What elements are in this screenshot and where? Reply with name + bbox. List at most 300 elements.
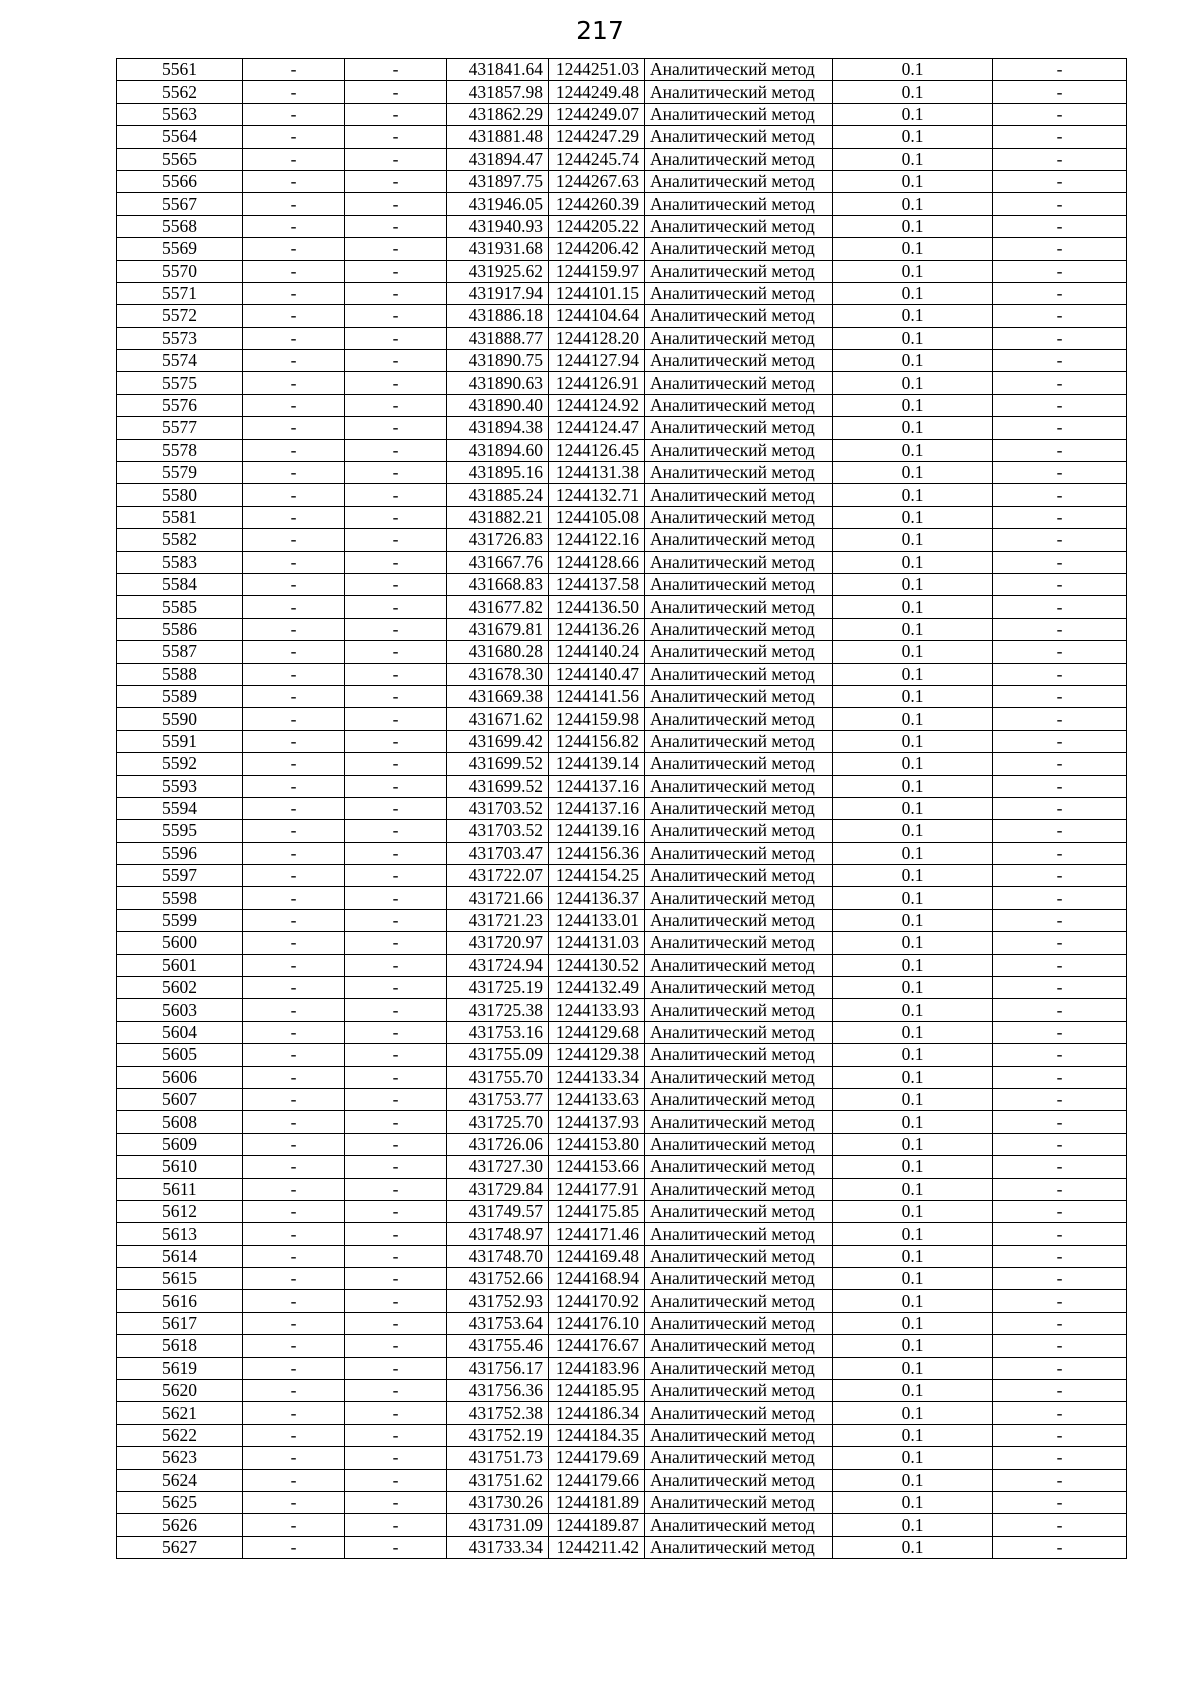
point-number-cell: 5587 (117, 641, 243, 663)
dash-cell-2: - (345, 1357, 447, 1379)
dash-cell-1: - (243, 484, 345, 506)
method-cell: Аналитический метод (645, 954, 833, 976)
dash-cell-2: - (345, 484, 447, 506)
x-coordinate-cell: 431725.19 (447, 977, 549, 999)
x-coordinate-cell: 431721.66 (447, 887, 549, 909)
table-row (117, 932, 1127, 954)
table-row (117, 1290, 1127, 1312)
accuracy-cell: 0.1 (833, 529, 993, 551)
table-row (117, 685, 1127, 707)
x-coordinate-cell: 431755.09 (447, 1044, 549, 1066)
accuracy-cell: 0.1 (833, 1290, 993, 1312)
dash-cell-1: - (243, 1424, 345, 1446)
point-number-cell: 5591 (117, 730, 243, 752)
table-row (117, 1335, 1127, 1357)
table-row (117, 708, 1127, 730)
point-number-cell: 5572 (117, 305, 243, 327)
x-coordinate-cell: 431668.83 (447, 573, 549, 595)
y-coordinate-cell: 1244124.47 (549, 417, 645, 439)
table-row (117, 148, 1127, 170)
accuracy-cell: 0.1 (833, 1424, 993, 1446)
accuracy-cell: 0.1 (833, 909, 993, 931)
accuracy-cell: 0.1 (833, 1312, 993, 1334)
accuracy-cell: 0.1 (833, 1044, 993, 1066)
table-row (117, 327, 1127, 349)
last-dash-cell: - (993, 170, 1127, 192)
dash-cell-2: - (345, 708, 447, 730)
accuracy-cell: 0.1 (833, 1133, 993, 1155)
dash-cell-1: - (243, 1044, 345, 1066)
method-cell: Аналитический метод (645, 506, 833, 528)
x-coordinate-cell: 431897.75 (447, 170, 549, 192)
dash-cell-2: - (345, 126, 447, 148)
y-coordinate-cell: 1244136.26 (549, 618, 645, 640)
accuracy-cell: 0.1 (833, 282, 993, 304)
method-cell: Аналитический метод (645, 170, 833, 192)
x-coordinate-cell: 431703.47 (447, 842, 549, 864)
dash-cell-2: - (345, 865, 447, 887)
last-dash-cell: - (993, 1290, 1127, 1312)
table-row (117, 1245, 1127, 1267)
y-coordinate-cell: 1244104.64 (549, 305, 645, 327)
method-cell: Аналитический метод (645, 909, 833, 931)
method-cell: Аналитический метод (645, 730, 833, 752)
dash-cell-2: - (345, 775, 447, 797)
x-coordinate-cell: 431946.05 (447, 193, 549, 215)
last-dash-cell: - (993, 327, 1127, 349)
x-coordinate-cell: 431699.42 (447, 730, 549, 752)
y-coordinate-cell: 1244129.38 (549, 1044, 645, 1066)
method-cell: Аналитический метод (645, 126, 833, 148)
dash-cell-1: - (243, 1088, 345, 1110)
accuracy-cell: 0.1 (833, 417, 993, 439)
accuracy-cell: 0.1 (833, 1200, 993, 1222)
method-cell: Аналитический метод (645, 148, 833, 170)
x-coordinate-cell: 431885.24 (447, 484, 549, 506)
x-coordinate-cell: 431857.98 (447, 81, 549, 103)
dash-cell-2: - (345, 1088, 447, 1110)
accuracy-cell: 0.1 (833, 394, 993, 416)
table-row (117, 596, 1127, 618)
method-cell: Аналитический метод (645, 417, 833, 439)
last-dash-cell: - (993, 126, 1127, 148)
x-coordinate-cell: 431752.93 (447, 1290, 549, 1312)
table-row (117, 753, 1127, 775)
x-coordinate-cell: 431862.29 (447, 103, 549, 125)
point-number-cell: 5576 (117, 394, 243, 416)
accuracy-cell: 0.1 (833, 999, 993, 1021)
table-row (117, 1223, 1127, 1245)
dash-cell-1: - (243, 529, 345, 551)
last-dash-cell: - (993, 1111, 1127, 1133)
last-dash-cell: - (993, 1044, 1127, 1066)
last-dash-cell: - (993, 977, 1127, 999)
dash-cell-1: - (243, 685, 345, 707)
table-row (117, 1178, 1127, 1200)
y-coordinate-cell: 1244245.74 (549, 148, 645, 170)
point-number-cell: 5609 (117, 1133, 243, 1155)
coordinates-table (116, 58, 1127, 1559)
last-dash-cell: - (993, 1357, 1127, 1379)
y-coordinate-cell: 1244132.71 (549, 484, 645, 506)
last-dash-cell: - (993, 260, 1127, 282)
dash-cell-1: - (243, 327, 345, 349)
x-coordinate-cell: 431671.62 (447, 708, 549, 730)
table-row (117, 1357, 1127, 1379)
point-number-cell: 5603 (117, 999, 243, 1021)
method-cell: Аналитический метод (645, 1178, 833, 1200)
x-coordinate-cell: 431699.52 (447, 775, 549, 797)
last-dash-cell: - (993, 1424, 1127, 1446)
x-coordinate-cell: 431753.77 (447, 1088, 549, 1110)
dash-cell-1: - (243, 1469, 345, 1491)
last-dash-cell: - (993, 551, 1127, 573)
x-coordinate-cell: 431729.84 (447, 1178, 549, 1200)
y-coordinate-cell: 1244170.92 (549, 1290, 645, 1312)
point-number-cell: 5573 (117, 327, 243, 349)
table-row (117, 573, 1127, 595)
last-dash-cell: - (993, 148, 1127, 170)
dash-cell-2: - (345, 1044, 447, 1066)
dash-cell-1: - (243, 1290, 345, 1312)
accuracy-cell: 0.1 (833, 1536, 993, 1558)
point-number-cell: 5589 (117, 685, 243, 707)
dash-cell-2: - (345, 372, 447, 394)
point-number-cell: 5583 (117, 551, 243, 573)
dash-cell-2: - (345, 753, 447, 775)
point-number-cell: 5607 (117, 1088, 243, 1110)
accuracy-cell: 0.1 (833, 1469, 993, 1491)
table-row (117, 1133, 1127, 1155)
method-cell: Аналитический метод (645, 1156, 833, 1178)
point-number-cell: 5588 (117, 663, 243, 685)
dash-cell-2: - (345, 820, 447, 842)
y-coordinate-cell: 1244126.91 (549, 372, 645, 394)
point-number-cell: 5571 (117, 282, 243, 304)
accuracy-cell: 0.1 (833, 59, 993, 81)
x-coordinate-cell: 431894.38 (447, 417, 549, 439)
dash-cell-1: - (243, 618, 345, 640)
table-row (117, 887, 1127, 909)
method-cell: Аналитический метод (645, 350, 833, 372)
last-dash-cell: - (993, 529, 1127, 551)
point-number-cell: 5621 (117, 1402, 243, 1424)
y-coordinate-cell: 1244153.80 (549, 1133, 645, 1155)
method-cell: Аналитический метод (645, 775, 833, 797)
accuracy-cell: 0.1 (833, 350, 993, 372)
accuracy-cell: 0.1 (833, 865, 993, 887)
y-coordinate-cell: 1244156.82 (549, 730, 645, 752)
x-coordinate-cell: 431724.94 (447, 954, 549, 976)
last-dash-cell: - (993, 1312, 1127, 1334)
accuracy-cell: 0.1 (833, 260, 993, 282)
dash-cell-2: - (345, 506, 447, 528)
last-dash-cell: - (993, 1223, 1127, 1245)
last-dash-cell: - (993, 775, 1127, 797)
x-coordinate-cell: 431756.17 (447, 1357, 549, 1379)
dash-cell-2: - (345, 170, 447, 192)
point-number-cell: 5618 (117, 1335, 243, 1357)
method-cell: Аналитический метод (645, 1111, 833, 1133)
last-dash-cell: - (993, 59, 1127, 81)
table-body (117, 59, 1127, 1559)
dash-cell-2: - (345, 1200, 447, 1222)
last-dash-cell: - (993, 439, 1127, 461)
x-coordinate-cell: 431925.62 (447, 260, 549, 282)
table-row (117, 842, 1127, 864)
x-coordinate-cell: 431667.76 (447, 551, 549, 573)
last-dash-cell: - (993, 1088, 1127, 1110)
dash-cell-1: - (243, 1111, 345, 1133)
y-coordinate-cell: 1244137.58 (549, 573, 645, 595)
accuracy-cell: 0.1 (833, 1514, 993, 1536)
dash-cell-2: - (345, 462, 447, 484)
table-row (117, 909, 1127, 931)
table-row (117, 797, 1127, 819)
method-cell: Аналитический метод (645, 797, 833, 819)
accuracy-cell: 0.1 (833, 641, 993, 663)
y-coordinate-cell: 1244184.35 (549, 1424, 645, 1446)
dash-cell-2: - (345, 260, 447, 282)
dash-cell-2: - (345, 1290, 447, 1312)
accuracy-cell: 0.1 (833, 1223, 993, 1245)
point-number-cell: 5617 (117, 1312, 243, 1334)
accuracy-cell: 0.1 (833, 506, 993, 528)
dash-cell-1: - (243, 753, 345, 775)
dash-cell-2: - (345, 1111, 447, 1133)
accuracy-cell: 0.1 (833, 327, 993, 349)
method-cell: Аналитический метод (645, 1088, 833, 1110)
point-number-cell: 5602 (117, 977, 243, 999)
last-dash-cell: - (993, 506, 1127, 528)
last-dash-cell: - (993, 820, 1127, 842)
accuracy-cell: 0.1 (833, 954, 993, 976)
dash-cell-1: - (243, 305, 345, 327)
y-coordinate-cell: 1244168.94 (549, 1268, 645, 1290)
dash-cell-2: - (345, 394, 447, 416)
dash-cell-1: - (243, 887, 345, 909)
y-coordinate-cell: 1244136.37 (549, 887, 645, 909)
method-cell: Аналитический метод (645, 1357, 833, 1379)
table-row (117, 1066, 1127, 1088)
table-row (117, 193, 1127, 215)
table-row (117, 305, 1127, 327)
dash-cell-2: - (345, 148, 447, 170)
y-coordinate-cell: 1244140.24 (549, 641, 645, 663)
dash-cell-1: - (243, 1312, 345, 1334)
table-row (117, 126, 1127, 148)
point-number-cell: 5590 (117, 708, 243, 730)
x-coordinate-cell: 431730.26 (447, 1492, 549, 1514)
last-dash-cell: - (993, 1402, 1127, 1424)
x-coordinate-cell: 431890.40 (447, 394, 549, 416)
x-coordinate-cell: 431894.60 (447, 439, 549, 461)
method-cell: Аналитический метод (645, 1200, 833, 1222)
accuracy-cell: 0.1 (833, 730, 993, 752)
y-coordinate-cell: 1244186.34 (549, 1402, 645, 1424)
method-cell: Аналитический метод (645, 1492, 833, 1514)
y-coordinate-cell: 1244159.97 (549, 260, 645, 282)
method-cell: Аналитический метод (645, 327, 833, 349)
last-dash-cell: - (993, 573, 1127, 595)
x-coordinate-cell: 431680.28 (447, 641, 549, 663)
x-coordinate-cell: 431752.38 (447, 1402, 549, 1424)
point-number-cell: 5606 (117, 1066, 243, 1088)
accuracy-cell: 0.1 (833, 1492, 993, 1514)
x-coordinate-cell: 431753.16 (447, 1021, 549, 1043)
last-dash-cell: - (993, 708, 1127, 730)
accuracy-cell: 0.1 (833, 1447, 993, 1469)
y-coordinate-cell: 1244137.93 (549, 1111, 645, 1133)
last-dash-cell: - (993, 81, 1127, 103)
dash-cell-1: - (243, 439, 345, 461)
accuracy-cell: 0.1 (833, 81, 993, 103)
table-row (117, 977, 1127, 999)
method-cell: Аналитический метод (645, 1536, 833, 1558)
point-number-cell: 5600 (117, 932, 243, 954)
dash-cell-1: - (243, 1492, 345, 1514)
table-row (117, 529, 1127, 551)
dash-cell-1: - (243, 730, 345, 752)
table-row (117, 775, 1127, 797)
dash-cell-2: - (345, 1536, 447, 1558)
accuracy-cell: 0.1 (833, 618, 993, 640)
accuracy-cell: 0.1 (833, 372, 993, 394)
point-number-cell: 5626 (117, 1514, 243, 1536)
last-dash-cell: - (993, 1200, 1127, 1222)
table-row (117, 238, 1127, 260)
table-row (117, 372, 1127, 394)
point-number-cell: 5578 (117, 439, 243, 461)
table-row (117, 170, 1127, 192)
dash-cell-2: - (345, 551, 447, 573)
method-cell: Аналитический метод (645, 999, 833, 1021)
method-cell: Аналитический метод (645, 1380, 833, 1402)
dash-cell-2: - (345, 417, 447, 439)
table-row (117, 103, 1127, 125)
x-coordinate-cell: 431748.70 (447, 1245, 549, 1267)
y-coordinate-cell: 1244206.42 (549, 238, 645, 260)
y-coordinate-cell: 1244127.94 (549, 350, 645, 372)
dash-cell-2: - (345, 730, 447, 752)
y-coordinate-cell: 1244128.20 (549, 327, 645, 349)
point-number-cell: 5565 (117, 148, 243, 170)
y-coordinate-cell: 1244181.89 (549, 1492, 645, 1514)
method-cell: Аналитический метод (645, 932, 833, 954)
accuracy-cell: 0.1 (833, 1021, 993, 1043)
method-cell: Аналитический метод (645, 394, 833, 416)
dash-cell-1: - (243, 1380, 345, 1402)
y-coordinate-cell: 1244267.63 (549, 170, 645, 192)
y-coordinate-cell: 1244176.67 (549, 1335, 645, 1357)
point-number-cell: 5584 (117, 573, 243, 595)
method-cell: Аналитический метод (645, 59, 833, 81)
accuracy-cell: 0.1 (833, 573, 993, 595)
accuracy-cell: 0.1 (833, 1335, 993, 1357)
table-row (117, 1514, 1127, 1536)
table-row (117, 1088, 1127, 1110)
x-coordinate-cell: 431749.57 (447, 1200, 549, 1222)
x-coordinate-cell: 431888.77 (447, 327, 549, 349)
accuracy-cell: 0.1 (833, 1156, 993, 1178)
x-coordinate-cell: 431677.82 (447, 596, 549, 618)
accuracy-cell: 0.1 (833, 462, 993, 484)
table-row (117, 1156, 1127, 1178)
point-number-cell: 5597 (117, 865, 243, 887)
dash-cell-2: - (345, 596, 447, 618)
method-cell: Аналитический метод (645, 215, 833, 237)
last-dash-cell: - (993, 1469, 1127, 1491)
x-coordinate-cell: 431886.18 (447, 305, 549, 327)
dash-cell-2: - (345, 59, 447, 81)
dash-cell-2: - (345, 618, 447, 640)
last-dash-cell: - (993, 1447, 1127, 1469)
point-number-cell: 5610 (117, 1156, 243, 1178)
last-dash-cell: - (993, 1133, 1127, 1155)
method-cell: Аналитический метод (645, 618, 833, 640)
dash-cell-2: - (345, 1335, 447, 1357)
table-row (117, 1469, 1127, 1491)
y-coordinate-cell: 1244205.22 (549, 215, 645, 237)
last-dash-cell: - (993, 1066, 1127, 1088)
x-coordinate-cell: 431931.68 (447, 238, 549, 260)
y-coordinate-cell: 1244179.66 (549, 1469, 645, 1491)
dash-cell-1: - (243, 1021, 345, 1043)
method-cell: Аналитический метод (645, 708, 833, 730)
x-coordinate-cell: 431890.63 (447, 372, 549, 394)
last-dash-cell: - (993, 887, 1127, 909)
table-row (117, 506, 1127, 528)
dash-cell-1: - (243, 103, 345, 125)
dash-cell-2: - (345, 1312, 447, 1334)
point-number-cell: 5581 (117, 506, 243, 528)
last-dash-cell: - (993, 1021, 1127, 1043)
method-cell: Аналитический метод (645, 685, 833, 707)
table-row (117, 1380, 1127, 1402)
table-row (117, 865, 1127, 887)
x-coordinate-cell: 431726.06 (447, 1133, 549, 1155)
point-number-cell: 5619 (117, 1357, 243, 1379)
last-dash-cell: - (993, 1245, 1127, 1267)
dash-cell-1: - (243, 865, 345, 887)
y-coordinate-cell: 1244177.91 (549, 1178, 645, 1200)
last-dash-cell: - (993, 350, 1127, 372)
point-number-cell: 5614 (117, 1245, 243, 1267)
dash-cell-1: - (243, 932, 345, 954)
y-coordinate-cell: 1244159.98 (549, 708, 645, 730)
table-row (117, 1402, 1127, 1424)
dash-cell-1: - (243, 148, 345, 170)
accuracy-cell: 0.1 (833, 663, 993, 685)
last-dash-cell: - (993, 641, 1127, 663)
dash-cell-1: - (243, 1066, 345, 1088)
method-cell: Аналитический метод (645, 1290, 833, 1312)
accuracy-cell: 0.1 (833, 484, 993, 506)
dash-cell-1: - (243, 260, 345, 282)
dash-cell-1: - (243, 1268, 345, 1290)
table-row (117, 81, 1127, 103)
point-number-cell: 5594 (117, 797, 243, 819)
x-coordinate-cell: 431753.64 (447, 1312, 549, 1334)
dash-cell-2: - (345, 663, 447, 685)
dash-cell-2: - (345, 1514, 447, 1536)
point-number-cell: 5563 (117, 103, 243, 125)
accuracy-cell: 0.1 (833, 797, 993, 819)
y-coordinate-cell: 1244251.03 (549, 59, 645, 81)
dash-cell-1: - (243, 59, 345, 81)
point-number-cell: 5580 (117, 484, 243, 506)
method-cell: Аналитический метод (645, 103, 833, 125)
